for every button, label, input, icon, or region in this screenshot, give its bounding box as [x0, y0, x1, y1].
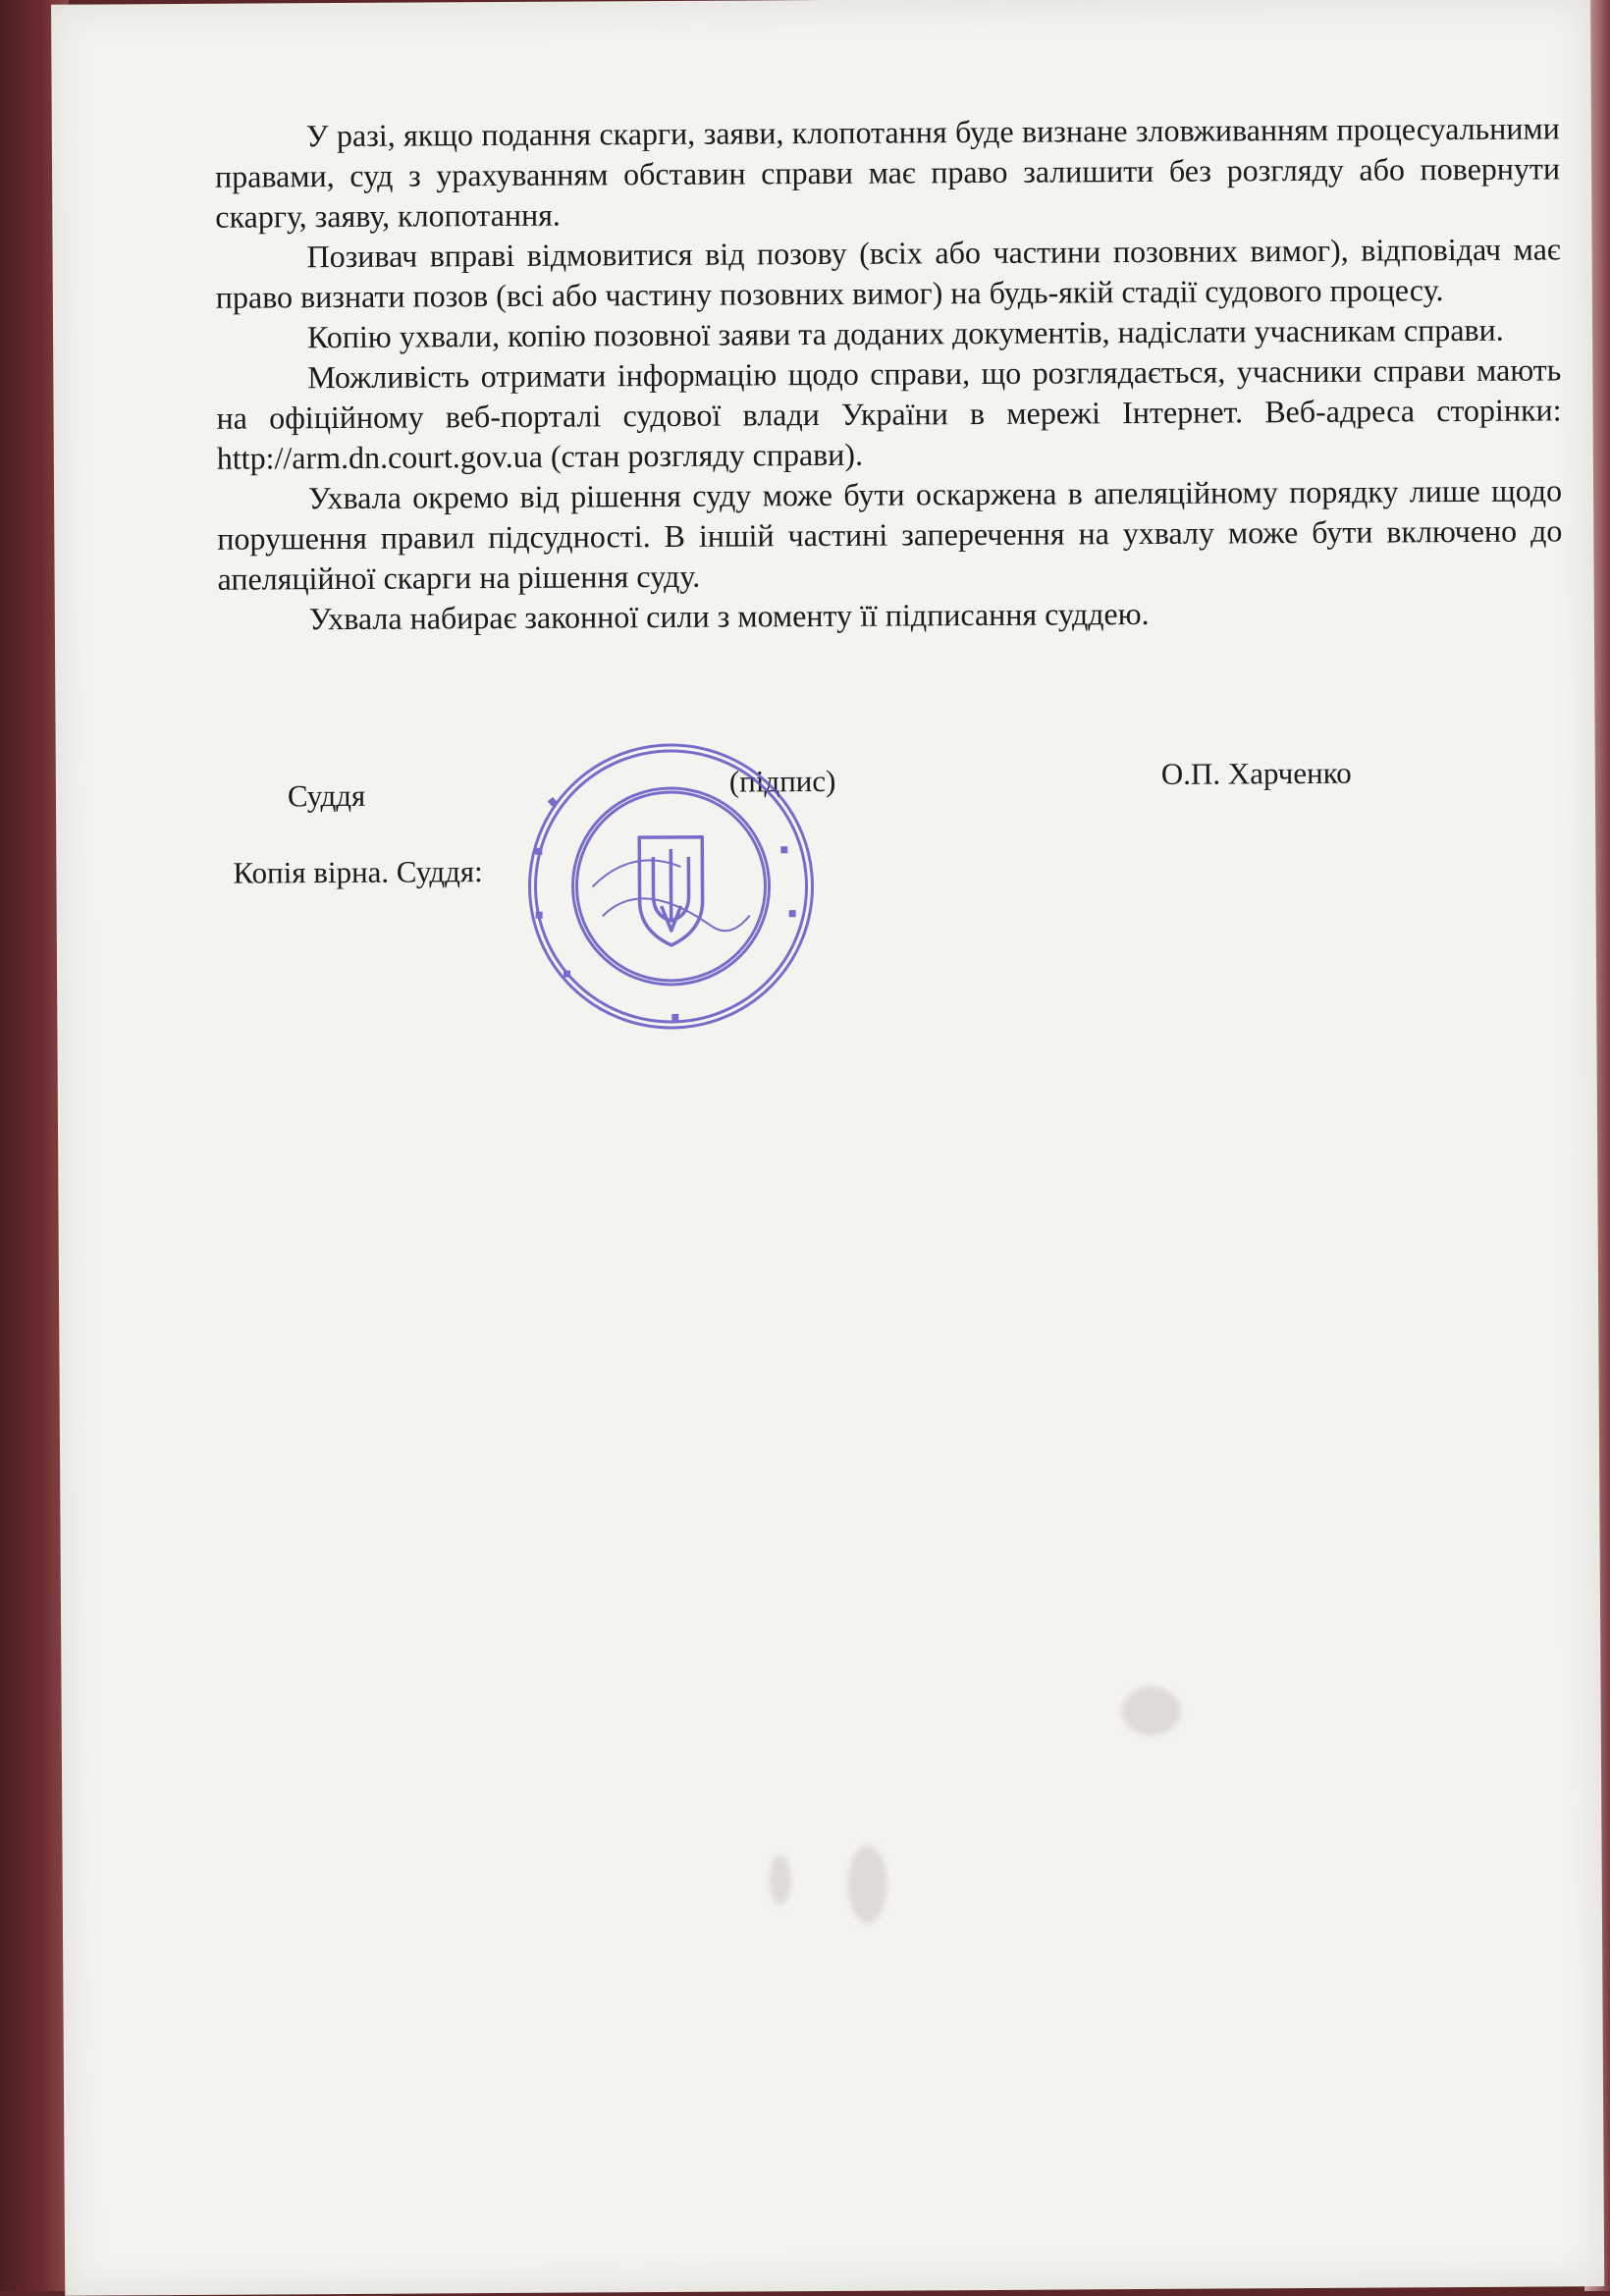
paragraph-case-info-portal: Можливість отримати інформацію щодо справи, що розглядається, учасники справи мають на офіційному веб-порталі судової влади України в мережі Інтернет. Веб-адреса сторінки: http://arm.dn.court.gov.ua (стан розгляду справи).: [216, 351, 1562, 476]
paragraph-abuse-of-rights: У разі, якщо подання скарги, заяви, клопотання буде визнане зловживанням процесуальними правами, суд з урахуванням обставин справи має право залишити без розгляду або повернути скаргу, заяву, клопотання.: [214, 110, 1561, 235]
court-seal-stamp: [523, 738, 820, 1035]
paragraph-entry-into-force: Ухвала набирає законної сили з моменту її підписання суддею.: [308, 595, 1150, 637]
document-page: [51, 0, 1604, 2296]
judge-name: О.П. Харченко: [1160, 755, 1352, 791]
paragraph-appeal: Ухвала окремо від рішення суду може бути оскаржена в апеляційному порядку лише щодо порушення правил підсудності. В іншій частині заперечення на ухвалу може бути включено до апеляційної скарги на рішення суду.: [217, 472, 1563, 597]
copy-certified-label: Копія вірна. Суддя:: [233, 854, 483, 890]
document-body: [215, 108, 1563, 639]
signature-note: (підпис): [728, 763, 836, 799]
paragraph-send-copies: Копію ухвали, копію позовної заяви та доданих документів, надіслати учасникам справи.: [306, 311, 1504, 355]
signature-block: [56, 755, 1595, 814]
scan-smudge: [1122, 1686, 1181, 1735]
judge-label: Суддя: [287, 777, 366, 814]
scan-smudge: [770, 1855, 791, 1904]
scan-smudge: [847, 1845, 886, 1924]
court-seal-icon: [523, 738, 820, 1035]
paragraph-waiver-of-claim: Позивач вправі відмовитися від позову (всіх або частини позовних вимог), відповідач має право визнати позов (всі або частину позовних вимог) на будь-якій стадії судового процесу.: [215, 231, 1561, 315]
